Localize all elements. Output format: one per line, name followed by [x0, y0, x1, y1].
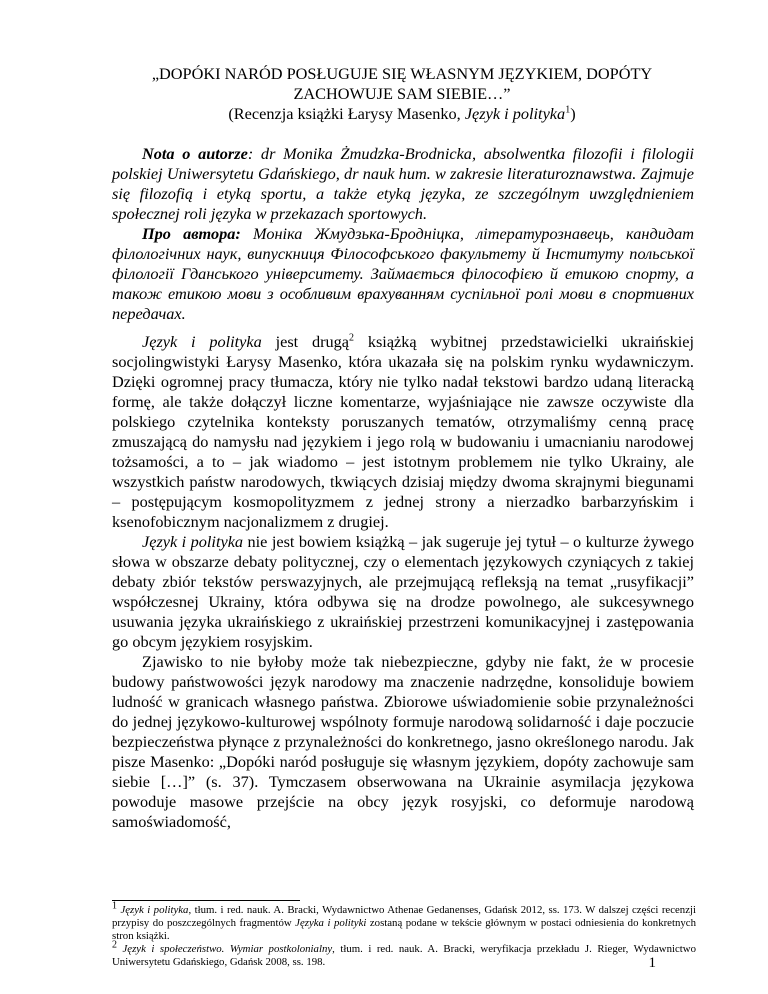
- page-number: 1: [648, 955, 656, 971]
- author-note: [112, 144, 694, 324]
- body-paragraph-1: Język i polityka jest drugą$^2$ książką wybitnej przedstawicielki ukraińskiej socjolingwistyki Łarysy Masenko, która ukazała się na polskim rynku wydawniczym. Dzięki ogromnej pracy tłumacza, który nie tylko nadał tekstowi bardzo udaną literacką formę, ale także dołączył liczne komentarze, wyjaśniające nie zawsze oczywiste dla polskiego czytelnika konteksty poruszanych tematów, otrzymaliśmy cenną pracę zmuszającą do namysłu nad językiem i jego rolą w budowaniu i umacnianiu narodowej tożsamości, a to – jak wiadomo – jest istotnym problemem nie tylko Ukrainy, ale wszystkich państw narodowych, tkwiących dzisiaj między dwoma skrajnymi biegunami – postępującym kosmopolityzmem z jednej strony a nierzadko barbarzyńskim i ksenofobicznym nacjonalizmem z drugiej.: [112, 332, 694, 531]
- title-subtitle: (Recenzja książki Łarysy Masenko, Język i polityka$^1$): [228, 104, 576, 123]
- author-note-ukrainian: Про автора: Моніка Жмудзька-Бродніцка, літературознавець, кандидат філологічних наук, випускниця Філософського факультету й Інституту польської філології Гданського університету. Займається філософією й етикою спорту, а також етикою мови з особливим врахуванням суспільної ролі мови в спортивних передачах.: [112, 224, 694, 323]
- author-note-polish: Nota o autorze: dr Monika Żmudzka-Brodnicka, absolwentka filozofii i filologii polskiej Uniwersytetu Gdańskiego, dr nauk hum. w zakresie literaturoznawstwa. Zajmuje się filozofią i etyką sportu, a także etyką języka, ze szczególnym uwzględnieniem społecznej roli języka w przekazach sportowych.: [112, 144, 694, 223]
- review-title: [112, 64, 692, 124]
- author-note-label-pl: Nota o autorze: [142, 144, 248, 163]
- title-main: „DOPÓKI NARÓD POSŁUGUJE SIĘ WŁASNYM JĘZYKIEM, DOPÓTY ZACHOWUJE SAM SIEBIE…”: [151, 64, 653, 103]
- footnote-ref-2: 2: [349, 332, 355, 344]
- body-paragraph-2: Język i polityka nie jest bowiem książką – jak sugeruje jej tytuł – o kulturze żywego słowa w obszarze debaty politycznej, czy o elementach językowych czyniących z takiej debaty zbiór tekstów perswazyjnych, ale przejmującą refleksją na temat „rusyfikacji” współczesnej Ukrainy, która odbywa się na drodze powolnego, ale sukcesywnego usuwania języka ukraińskiego z ukraińskiej przestrzeni komunikacyjnej i zastępowania go obcym językiem rosyjskim.: [112, 532, 694, 651]
- footnotes: [112, 900, 696, 969]
- footnote-separator: [112, 900, 300, 901]
- body-paragraph-3: Zjawisko to nie byłoby może tak niebezpieczne, gdyby nie fakt, że w procesie budowy państwowości język narodowy ma znaczenie nadrzędne, konsoliduje bowiem ludność w granicach własnego państwa. Zbiorowe uświadomienie sobie przynależności do jednej językowo-kulturowej wspólnoty formuje narodową solidarność i daje poczucie bezpieczeństwa płynące z przynależności do konkretnego, jasno określonego narodu. Jak pisze Masenko: „Dopóki naród posługuje się własnym językiem, dopóty zachowuje sam siebie […]” (s. 37). Tymczasem obserwowana na Ukrainie asymilacja językowa powoduje masowe przejście na obcy język rosyjski, co deformuje narodową samoświadomość,: [112, 652, 694, 831]
- author-note-label-uk: Про автора:: [142, 224, 241, 243]
- footnote-ref-1: 1: [565, 104, 571, 116]
- book-title: Język i polityka: [464, 104, 566, 123]
- review-body: [112, 332, 694, 832]
- footnote-1: $^1$ Język i polityka, tłum. i red. nauk. A. Bracki, Wydawnictwo Athenae Gedanenses, Gdańsk 2012, ss. 173. W dalszej części recenzji przypisy do poszczególnych fragmentów Języka i polityki zostaną podane w tekście głównym w postaci odniesienia do konkretnych stron książki.: [112, 900, 696, 942]
- footnote-2: $^2$ Język i społeczeństwo. Wymiar postkolonialny, tłum. i red. nauk. A. Bracki, weryfikacja przekładu J. Rieger, Wydawnictwo Uniwersytetu Gdańskiego, Gdańsk 2008, ss. 198.: [112, 939, 696, 968]
